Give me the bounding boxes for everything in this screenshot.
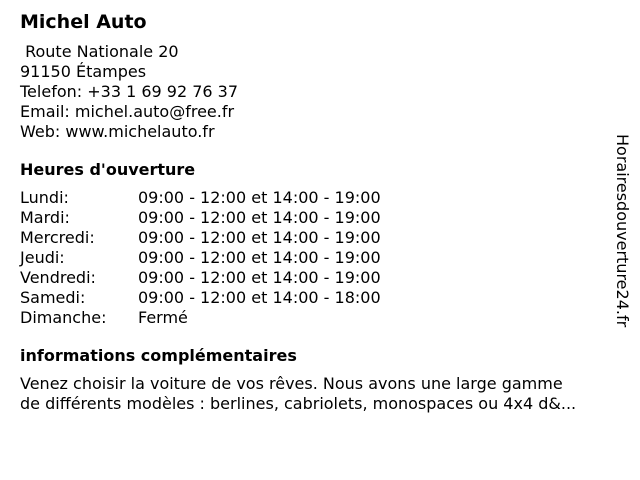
address-city: 91150 Étampes [20,62,147,81]
time-range: 09:00 - 12:00 et 14:00 - 19:00 [138,268,381,287]
hours-row-dimanche [20,308,620,328]
time-range: 09:00 - 12:00 et 14:00 - 19:00 [138,248,381,267]
hours-row-mardi [20,208,620,228]
day-label: Dimanche: [20,308,107,327]
day-label: Lundi: [20,188,69,207]
business-card [20,10,620,414]
opening-hours-table [20,188,620,328]
address-street: Route Nationale 20 [20,42,179,61]
time-range: 09:00 - 12:00 et 14:00 - 18:00 [138,288,381,307]
hours-row-samedi [20,288,620,308]
phone-number: Telefon: +33 1 69 92 76 37 [20,82,239,101]
time-range: 09:00 - 12:00 et 14:00 - 19:00 [138,208,381,227]
day-label: Mercredi: [20,228,95,247]
hours-row-vendredi [20,268,620,288]
description-line: de différents modèles : berlines, cabriolets, monospaces ou 4x4 d&... [20,394,577,413]
website: Web: www.michelauto.fr [20,122,215,141]
description-text [20,374,620,414]
day-label: Mardi: [20,208,70,227]
opening-hours-heading: Heures d'ouverture [20,160,196,179]
hours-row-lundi [20,188,620,208]
day-label: Vendredi: [20,268,96,287]
business-name: Michel Auto [20,11,147,33]
hours-row-mercredi [20,228,620,248]
address-block [20,42,620,142]
additional-info-heading: informations complémentaires [20,346,297,365]
day-label: Samedi: [20,288,86,307]
site-watermark: Horairesdouverture24.fr [613,134,632,328]
hours-row-jeudi [20,248,620,268]
time-range: 09:00 - 12:00 et 14:00 - 19:00 [138,188,381,207]
description-line: Venez choisir la voiture de vos rêves. Nous avons une large gamme [20,374,563,393]
day-label: Jeudi: [20,248,65,267]
time-range: 09:00 - 12:00 et 14:00 - 19:00 [138,228,381,247]
time-range: Fermé [138,308,188,327]
email-address: Email: michel.auto@free.fr [20,102,235,121]
